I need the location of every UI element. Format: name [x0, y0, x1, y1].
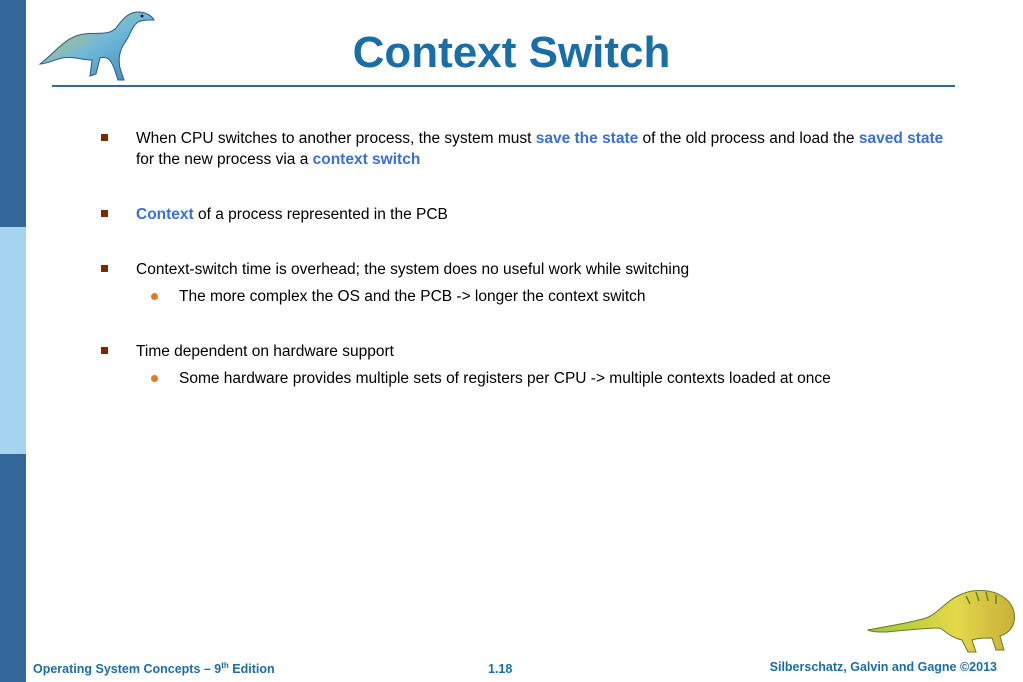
bullet-item: [100, 259, 960, 280]
bullet-text: Context-switch time is overhead; the system does no useful work while switching: [136, 261, 690, 278]
square-bullet-icon: [101, 347, 108, 354]
bullet-text: Time dependent on hardware support: [136, 343, 394, 360]
sidebar: [0, 0, 26, 682]
bullet-item: [100, 341, 960, 362]
highlight-text: context switch: [312, 151, 421, 168]
round-bullet-icon: [151, 375, 158, 382]
bullet-text: for the new process via a: [136, 151, 313, 168]
sub-bullet-item: [100, 368, 960, 389]
sidebar-segment-middle: [0, 227, 26, 454]
dinosaur-icon: [866, 584, 1018, 656]
slide-content: [100, 128, 960, 389]
page-title: Context Switch: [352, 28, 671, 77]
page-number: 1.18: [488, 662, 513, 676]
bullet-text: of the old process and load the: [638, 130, 859, 147]
footer-book-title: [33, 662, 275, 676]
square-bullet-icon: [101, 210, 108, 217]
bullet-item: [100, 204, 960, 225]
title-divider: [52, 85, 955, 87]
round-bullet-icon: [151, 293, 158, 300]
footer-text: Operating System Concepts – 9: [33, 662, 222, 676]
sub-bullet-text: The more complex the OS and the PCB -> longer the context switch: [179, 288, 646, 305]
square-bullet-icon: [101, 265, 108, 272]
sub-bullet-item: [100, 286, 960, 307]
sub-bullet-text: Some hardware provides multiple sets of registers per CPU -> multiple contexts loaded at once: [179, 370, 831, 387]
highlight-text: saved state: [858, 130, 944, 147]
bullet-text: of a process represented in the PCB: [193, 206, 448, 223]
footer-text: Edition: [228, 662, 275, 676]
highlight-text: save the state: [535, 130, 639, 147]
footer-superscript: th: [221, 660, 229, 670]
bullet-item: [100, 128, 960, 170]
bullet-text: When CPU switches to another process, the system must: [136, 130, 536, 147]
sidebar-segment-bottom: [0, 454, 26, 682]
footer-authors: Silberschatz, Galvin and Gagne ©2013: [769, 660, 997, 674]
square-bullet-icon: [101, 134, 108, 141]
highlight-text: Context: [136, 206, 194, 223]
